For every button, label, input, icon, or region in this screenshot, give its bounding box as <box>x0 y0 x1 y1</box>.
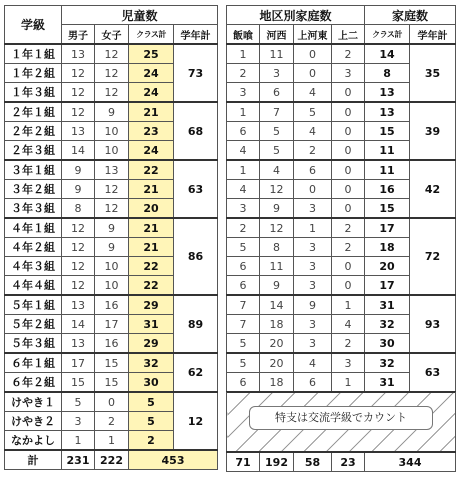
grade-total: 68 <box>174 102 218 160</box>
district-d: 0 <box>332 160 365 180</box>
district-c: 0 <box>294 64 332 83</box>
district-d: 0 <box>332 141 365 161</box>
district-b: 8 <box>260 238 294 257</box>
family-class-total: 11 <box>365 160 410 180</box>
district-d: 3 <box>332 353 365 373</box>
district-c: 3 <box>294 238 332 257</box>
boys-count: 12 <box>62 102 95 122</box>
footer-family-total: 344 <box>365 452 456 472</box>
district-c: 4 <box>294 83 332 103</box>
family-class-total: 11 <box>365 141 410 161</box>
district-a: 1 <box>227 44 260 64</box>
district-a: 6 <box>227 122 260 141</box>
district-a: 6 <box>227 257 260 276</box>
family-class-total: 13 <box>365 83 410 103</box>
header-kasai: 河西 <box>260 25 294 45</box>
family-class-total: 17 <box>365 276 410 296</box>
family-class-total: 15 <box>365 199 410 219</box>
boys-count: 12 <box>62 218 95 238</box>
district-d: 2 <box>332 334 365 354</box>
class-name: けやき２ <box>5 412 62 431</box>
class-total: 5 <box>129 412 174 431</box>
district-a: 1 <box>227 102 260 122</box>
district-d: 0 <box>332 83 365 103</box>
district-b: 20 <box>260 334 294 354</box>
girls-count: 10 <box>95 141 129 161</box>
special-class-hatched-area <box>227 392 456 452</box>
district-d: 0 <box>332 102 365 122</box>
family-class-total: 16 <box>365 180 410 199</box>
district-d: 0 <box>332 276 365 296</box>
district-c: 0 <box>294 180 332 199</box>
header-grade-total: 学年計 <box>174 25 218 45</box>
family-grade-total: 35 <box>410 44 456 102</box>
district-b: 18 <box>260 373 294 393</box>
district-b: 7 <box>260 102 294 122</box>
header-district: 地区別家庭数 <box>227 6 365 25</box>
girls-count: 9 <box>95 218 129 238</box>
class-name: ４年３組 <box>5 257 62 276</box>
class-name: ４年１組 <box>5 218 62 238</box>
district-d: 0 <box>332 180 365 199</box>
district-b: 9 <box>260 276 294 296</box>
district-a: 2 <box>227 64 260 83</box>
boys-count: 12 <box>62 257 95 276</box>
family-count-table <box>226 5 456 472</box>
family-class-total: 15 <box>365 122 410 141</box>
girls-count: 2 <box>95 412 129 431</box>
district-a: 4 <box>227 180 260 199</box>
district-c: 3 <box>294 199 332 219</box>
class-total: 21 <box>129 218 174 238</box>
girls-count: 12 <box>95 44 129 64</box>
district-b: 11 <box>260 44 294 64</box>
district-a: 7 <box>227 315 260 334</box>
girls-count: 12 <box>95 64 129 83</box>
header-class-total: クラス計 <box>129 25 174 45</box>
class-total: 24 <box>129 141 174 161</box>
grade-total: 89 <box>174 295 218 353</box>
family-class-total: 17 <box>365 218 410 238</box>
grade-total: 73 <box>174 44 218 102</box>
class-name: ５年１組 <box>5 295 62 315</box>
girls-count: 9 <box>95 238 129 257</box>
grade-total: 62 <box>174 353 218 392</box>
header-iizuka: 飯喰 <box>227 25 260 45</box>
girls-count: 12 <box>95 199 129 219</box>
district-c: 2 <box>294 141 332 161</box>
district-a: 3 <box>227 83 260 103</box>
district-d: 2 <box>332 218 365 238</box>
girls-count: 12 <box>95 83 129 103</box>
district-b: 12 <box>260 218 294 238</box>
district-c: 3 <box>294 315 332 334</box>
district-a: 6 <box>227 373 260 393</box>
class-name: なかよし <box>5 431 62 451</box>
girls-count: 17 <box>95 315 129 334</box>
boys-count: 3 <box>62 412 95 431</box>
boys-count: 9 <box>62 180 95 199</box>
header-families: 家庭数 <box>365 6 456 25</box>
district-c: 3 <box>294 257 332 276</box>
header-kamini: 上二 <box>332 25 365 45</box>
class-name: １年１組 <box>5 44 62 64</box>
district-a: 2 <box>227 218 260 238</box>
girls-count: 15 <box>95 373 129 393</box>
class-total: 22 <box>129 257 174 276</box>
district-a: 3 <box>227 199 260 219</box>
boys-count: 15 <box>62 373 95 393</box>
class-name: ３年３組 <box>5 199 62 219</box>
class-name: ２年３組 <box>5 141 62 161</box>
district-a: 4 <box>227 141 260 161</box>
class-name: ２年１組 <box>5 102 62 122</box>
boys-count: 12 <box>62 83 95 103</box>
district-a: 5 <box>227 334 260 354</box>
girls-count: 10 <box>95 257 129 276</box>
district-d: 0 <box>332 257 365 276</box>
header-boys: 男子 <box>62 25 95 45</box>
boys-count: 12 <box>62 64 95 83</box>
girls-count: 12 <box>95 180 129 199</box>
district-c: 4 <box>294 353 332 373</box>
district-b: 3 <box>260 64 294 83</box>
district-d: 2 <box>332 238 365 257</box>
girls-count: 16 <box>95 334 129 354</box>
grade-total: 12 <box>174 392 218 450</box>
header-grade-class: 学級 <box>5 6 62 45</box>
district-d: 1 <box>332 373 365 393</box>
family-class-total: 20 <box>365 257 410 276</box>
children-count-table <box>4 5 218 470</box>
family-grade-total: 93 <box>410 295 456 353</box>
header-class-total: クラス計 <box>365 25 410 45</box>
district-c: 3 <box>294 276 332 296</box>
district-c: 4 <box>294 122 332 141</box>
district-c: 6 <box>294 373 332 393</box>
header-children: 児童数 <box>62 6 218 25</box>
grade-total: 63 <box>174 160 218 218</box>
district-d: 3 <box>332 64 365 83</box>
district-a: 6 <box>227 276 260 296</box>
family-class-total: 18 <box>365 238 410 257</box>
footer-boys: 231 <box>62 450 95 470</box>
class-total: 29 <box>129 334 174 354</box>
district-c: 6 <box>294 160 332 180</box>
class-name: １年２組 <box>5 64 62 83</box>
district-b: 12 <box>260 180 294 199</box>
grade-total: 86 <box>174 218 218 295</box>
footer-district-c: 58 <box>294 452 332 472</box>
class-total: 21 <box>129 102 174 122</box>
class-total: 22 <box>129 276 174 296</box>
class-total: 30 <box>129 373 174 393</box>
class-name: ６年１組 <box>5 353 62 373</box>
boys-count: 14 <box>62 315 95 334</box>
family-class-total: 32 <box>365 315 410 334</box>
boys-count: 8 <box>62 199 95 219</box>
district-c: 9 <box>294 295 332 315</box>
district-b: 9 <box>260 199 294 219</box>
district-b: 18 <box>260 315 294 334</box>
class-total: 29 <box>129 295 174 315</box>
boys-count: 17 <box>62 353 95 373</box>
girls-count: 13 <box>95 160 129 180</box>
girls-count: 15 <box>95 353 129 373</box>
class-name: ４年２組 <box>5 238 62 257</box>
class-name: ３年１組 <box>5 160 62 180</box>
class-name: ６年２組 <box>5 373 62 393</box>
girls-count: 10 <box>95 122 129 141</box>
boys-count: 14 <box>62 141 95 161</box>
footer-girls: 222 <box>95 450 129 470</box>
girls-count: 16 <box>95 295 129 315</box>
class-name: けやき１ <box>5 392 62 412</box>
family-grade-total: 42 <box>410 160 456 218</box>
district-d: 1 <box>332 295 365 315</box>
class-name: ２年２組 <box>5 122 62 141</box>
district-b: 11 <box>260 257 294 276</box>
family-grade-total: 72 <box>410 218 456 295</box>
district-a: 5 <box>227 353 260 373</box>
class-total: 24 <box>129 64 174 83</box>
family-class-total: 31 <box>365 373 410 393</box>
class-name: ３年２組 <box>5 180 62 199</box>
district-d: 4 <box>332 315 365 334</box>
district-c: 5 <box>294 102 332 122</box>
class-total: 2 <box>129 431 174 451</box>
district-a: 1 <box>227 160 260 180</box>
district-b: 20 <box>260 353 294 373</box>
district-b: 6 <box>260 83 294 103</box>
boys-count: 13 <box>62 122 95 141</box>
class-total: 23 <box>129 122 174 141</box>
footer-district-b: 192 <box>260 452 294 472</box>
boys-count: 13 <box>62 44 95 64</box>
class-name: ４年４組 <box>5 276 62 296</box>
class-total: 21 <box>129 238 174 257</box>
district-c: 0 <box>294 44 332 64</box>
boys-count: 12 <box>62 276 95 296</box>
footer-district-a: 71 <box>227 452 260 472</box>
boys-count: 9 <box>62 160 95 180</box>
family-class-total: 31 <box>365 295 410 315</box>
district-b: 5 <box>260 122 294 141</box>
class-name: ５年２組 <box>5 315 62 334</box>
district-d: 0 <box>332 199 365 219</box>
girls-count: 1 <box>95 431 129 451</box>
family-class-total: 8 <box>365 64 410 83</box>
footer-total: 453 <box>129 450 218 470</box>
boys-count: 5 <box>62 392 95 412</box>
special-class-note: 特支は交流学級でカウント <box>249 406 433 430</box>
district-c: 1 <box>294 218 332 238</box>
district-b: 5 <box>260 141 294 161</box>
class-total: 5 <box>129 392 174 412</box>
class-total: 21 <box>129 180 174 199</box>
footer-label: 計 <box>5 450 62 470</box>
girls-count: 10 <box>95 276 129 296</box>
family-grade-total: 39 <box>410 102 456 160</box>
header-kamikoto: 上河東 <box>294 25 332 45</box>
header-girls: 女子 <box>95 25 129 45</box>
family-class-total: 14 <box>365 44 410 64</box>
class-total: 22 <box>129 160 174 180</box>
district-d: 2 <box>332 44 365 64</box>
family-class-total: 30 <box>365 334 410 354</box>
girls-count: 0 <box>95 392 129 412</box>
class-name: ５年３組 <box>5 334 62 354</box>
district-b: 14 <box>260 295 294 315</box>
district-b: 4 <box>260 160 294 180</box>
district-a: 5 <box>227 238 260 257</box>
family-class-total: 13 <box>365 102 410 122</box>
district-a: 7 <box>227 295 260 315</box>
class-name: １年３組 <box>5 83 62 103</box>
class-total: 25 <box>129 44 174 64</box>
boys-count: 13 <box>62 334 95 354</box>
girls-count: 9 <box>95 102 129 122</box>
class-total: 31 <box>129 315 174 334</box>
header-grade-total: 学年計 <box>410 25 456 45</box>
footer-district-d: 23 <box>332 452 365 472</box>
boys-count: 13 <box>62 295 95 315</box>
family-grade-total: 63 <box>410 353 456 392</box>
family-class-total: 32 <box>365 353 410 373</box>
boys-count: 1 <box>62 431 95 451</box>
boys-count: 12 <box>62 238 95 257</box>
district-d: 0 <box>332 122 365 141</box>
district-c: 3 <box>294 334 332 354</box>
class-total: 32 <box>129 353 174 373</box>
class-total: 20 <box>129 199 174 219</box>
class-total: 24 <box>129 83 174 103</box>
